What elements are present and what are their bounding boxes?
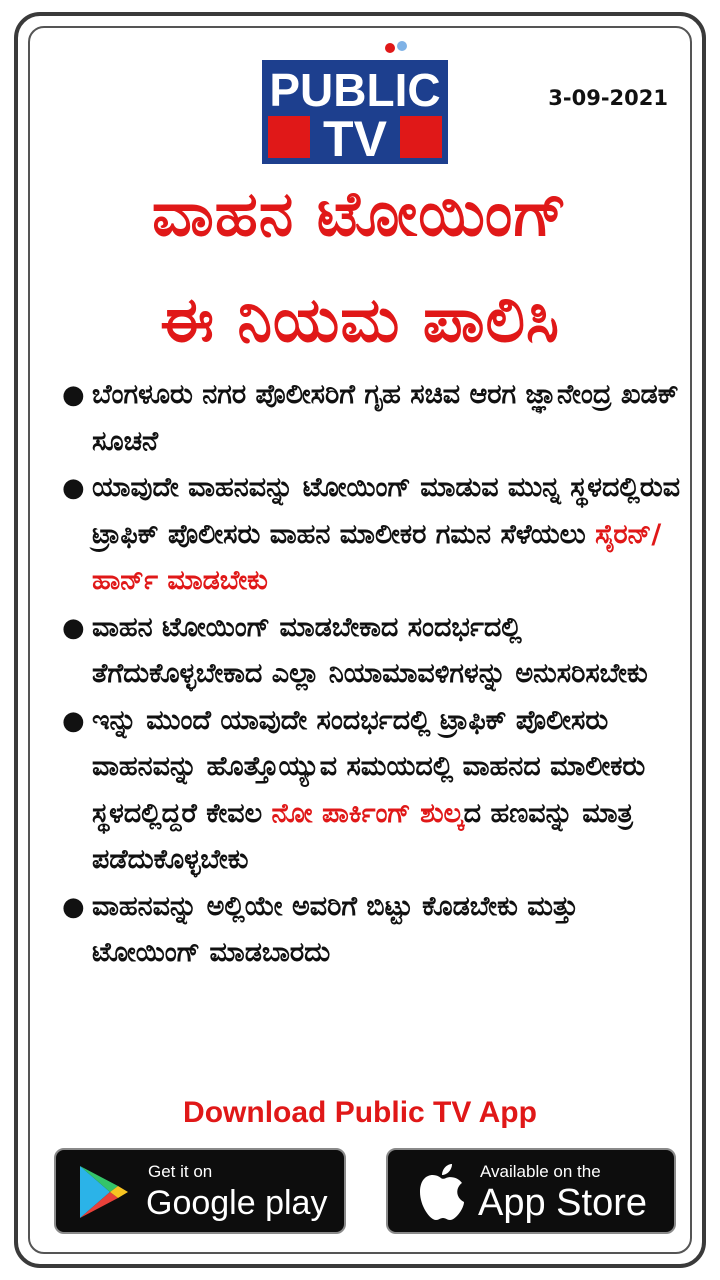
list-item bbox=[62, 605, 692, 698]
bullet-icon: ● bbox=[62, 612, 85, 643]
point-text: ವಾಹನ ಟೋಯಿಂಗ್ ಮಾಡಬೇಕಾದ ಸಂದರ್ಭದಲ್ಲಿ ತೆಗೆದುಕೊಳ್ಳಬೇಕಾದ ಎಲ್ಲಾ ನಿಯಾಮಾವಳಿಗಳನ್ನು ಅನುಸರಿಸಬೇಕು bbox=[92, 611, 648, 689]
point-highlight: ನೋ ಪಾರ್ಕಿಂಗ್ ಶುಲ್ಕ bbox=[271, 797, 464, 829]
app-store-button[interactable] bbox=[386, 1148, 676, 1234]
bullet-icon: ● bbox=[62, 705, 85, 736]
point-text: ವಾಹನವನ್ನು ಅಲ್ಲಿಯೇ ಅವರಿಗೆ ಬಿಟ್ಟು ಕೊಡಬೇಕು ಮತ್ತು ಟೋಯಿಂಗ್ ಮಾಡಬಾರದು bbox=[92, 890, 579, 968]
list-item bbox=[62, 698, 692, 884]
list-item bbox=[62, 884, 692, 977]
logo-line2: TV bbox=[323, 111, 387, 164]
point-text: ಬೆಂಗಳೂರು ನಗರ ಪೊಲೀಸರಿಗೆ ಗೃಹ ಸಚಿವ ಆರಗ ಜ್ಞಾನೇಂದ್ರ ಖಡಕ್ ಸೂಚನೆ bbox=[92, 379, 679, 457]
list-item bbox=[62, 465, 692, 605]
download-app-link[interactable]: Download Public TV App bbox=[183, 1096, 537, 1129]
google-play-small-text: Get it on bbox=[148, 1162, 213, 1181]
point-text-after: ದ ಹಣವನ್ನು ಮಾತ್ರ ಪಡೆದುಕೊಳ್ಳಬೇಕು bbox=[92, 797, 633, 875]
list-item bbox=[62, 372, 692, 465]
google-play-icon bbox=[70, 1160, 134, 1224]
bullet-icon: ● bbox=[62, 891, 85, 922]
bullet-icon: ● bbox=[62, 473, 85, 503]
point-highlight: ಸೈರನ್/ ಹಾರ್ನ್ ಮಾಡಬೇಕು bbox=[92, 518, 662, 596]
point-text: ಯಾವುದೇ ವಾಹನವನ್ನು ಟೋಯಿಂಗ್ ಮಾಡುವ ಮುನ್ನ ಸ್ಥಳದಲ್ಲಿರುವ ಟ್ರಾಫಿಕ್ ಪೊಲೀಸರು ವಾಹನ ಮಾಲೀಕರ ಗಮನ ಸೆಳೆಯಲು bbox=[92, 472, 681, 550]
google-play-button[interactable] bbox=[54, 1148, 346, 1234]
google-play-big-text: Google play bbox=[146, 1184, 328, 1222]
point-text: ಇನ್ನು ಮುಂದೆ ಯಾವುದೇ ಸಂದರ್ಭದಲ್ಲಿ ಟ್ರಾಫಿಕ್ ಪೊಲೀಸರು ವಾಹನವನ್ನು ಹೊತ್ತೊಯ್ಯುವ ಸಮಯದಲ್ಲಿ ವಾಹನದ ಮಾಲೀಕರು ಸ್ಥಳದಲ್ಲಿದ್ದರೆ ಕೇವಲ bbox=[92, 704, 646, 829]
bullet-icon: ● bbox=[62, 380, 85, 410]
headline-line1: ವಾಹನ ಟೋಯಿಂಗ್ bbox=[152, 177, 568, 250]
public-tv-logo bbox=[262, 40, 448, 164]
bullet-list bbox=[62, 372, 692, 977]
headline-line2: ಈ ನಿಯಮ ಪಾಲಿಸಿ bbox=[160, 283, 560, 356]
logo-line1: PUBLIC bbox=[269, 64, 441, 116]
app-store-small-text: Available on the bbox=[480, 1162, 601, 1181]
apple-icon bbox=[414, 1162, 468, 1222]
date-label: 3-09-2021 bbox=[548, 86, 668, 110]
app-store-big-text: App Store bbox=[478, 1182, 647, 1224]
